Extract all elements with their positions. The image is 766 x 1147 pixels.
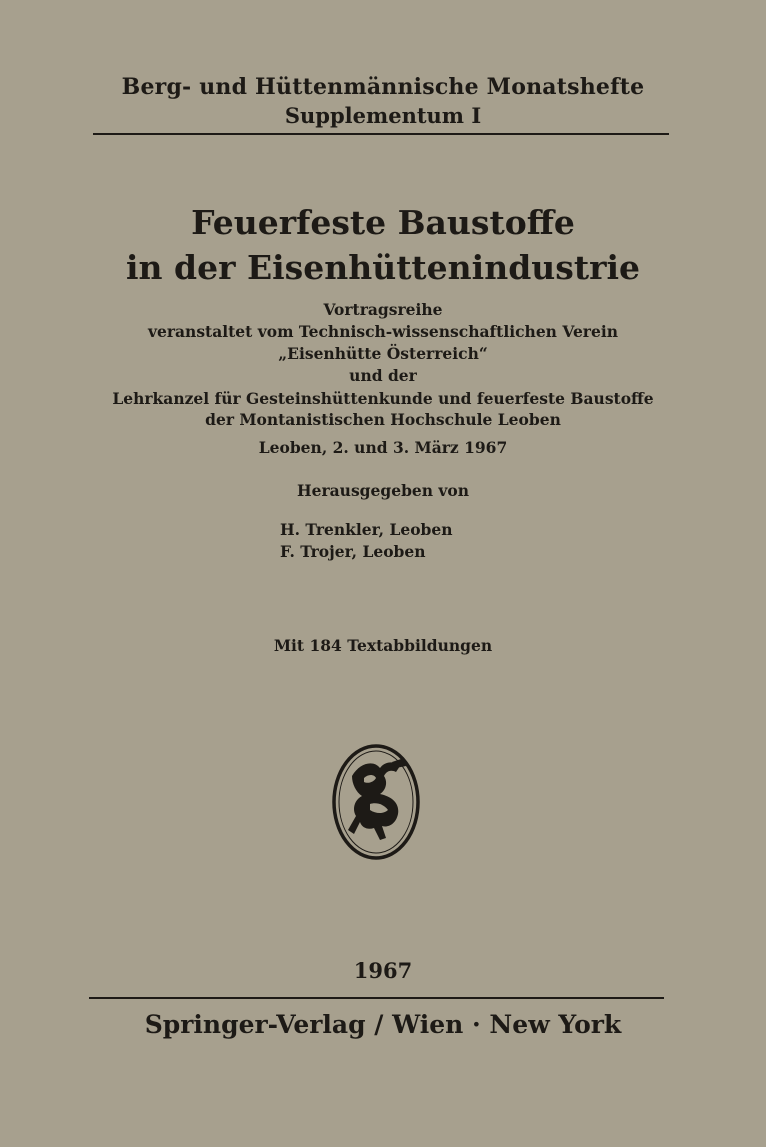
description-line-5: Lehrkanzel für Gesteinshüttenkunde und feuerfeste Baustoffe (112, 389, 654, 408)
description-line-4: und der (349, 366, 417, 385)
editors-label: Herausgegeben von (296, 481, 470, 500)
description-line-6: der Montanistischen Hochschule Leoben (205, 410, 561, 429)
publisher-imprint: Springer-Verlag / Wien · New York (144, 1010, 622, 1039)
description-line-2: veranstaltet vom Technisch-wissenschaftlichen Verein (147, 322, 618, 341)
top-divider (93, 133, 669, 135)
series-name: Berg- und Hüttenmännische Monatshefte (121, 74, 645, 100)
event-place-date: Leoben, 2. und 3. März 1967 (258, 438, 508, 457)
editor-name: F. Trojer, Leoben (280, 542, 426, 561)
description-line-1: Vortragsreihe (323, 300, 443, 319)
springer-horse-emblem-icon (330, 742, 422, 862)
book-title-line-2: in der Eisenhüttenindustrie (125, 248, 640, 287)
editor-name: H. Trenkler, Leoben (280, 520, 453, 539)
illustrations-note: Mit 184 Textabbildungen (273, 636, 493, 655)
description-line-3: „Eisenhütte Österreich“ (278, 344, 488, 363)
series-supplement: Supplementum I (284, 103, 482, 128)
bottom-divider (89, 997, 664, 999)
book-title-line-1: Feuerfeste Baustoffe (191, 203, 575, 242)
publication-year: 1967 (353, 958, 413, 983)
